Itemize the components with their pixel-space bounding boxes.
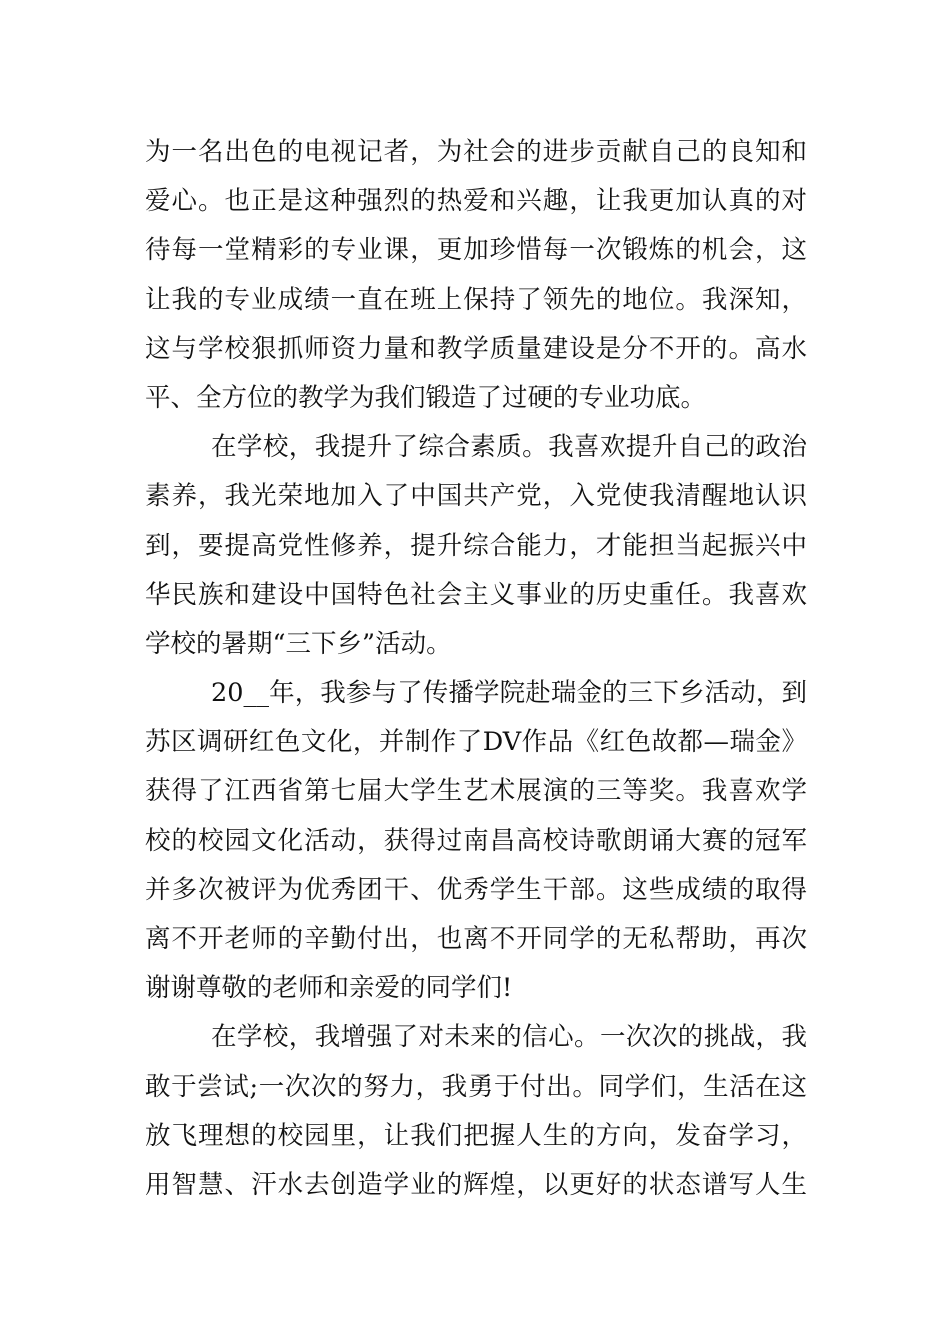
paragraph-start-line: 在学校，我提升了综合素质。我喜欢提升自己的政治 [211, 432, 807, 463]
text-line: 苏区调研红色文化，并制作了DV作品《红色故都—瑞金》 [145, 727, 807, 758]
text-line: 待每一堂精彩的专业课，更加珍惜每一次锻炼的机会，这 [145, 235, 807, 266]
text-line: 华民族和建设中国特色社会主义事业的历史重任。我喜欢 [145, 579, 807, 610]
text-line: 放飞理想的校园里，让我们把握人生的方向，发奋学习， [145, 1120, 807, 1151]
text-line: 并多次被评为优秀团干、优秀学生干部。这些成绩的取得 [145, 874, 807, 905]
paragraph-end-line: 谢谢尊敬的老师和亲爱的同学们! [145, 973, 513, 1004]
text-line: 用智慧、汗水去创造学业的辉煌，以更好的状态谱写人生 [145, 1169, 807, 1200]
text-line: 离不开老师的辛勤付出，也离不开同学的无私帮助，再次 [145, 924, 807, 954]
text-line: 让我的专业成绩一直在班上保持了领先的地位。我深知， [145, 284, 807, 315]
text-line: 素养，我光荣地加入了中国共产党，入党使我清醒地认识 [145, 481, 807, 512]
text-line: 爱心。也正是这种强烈的热爱和兴趣，让我更加认真的对 [145, 186, 807, 217]
text-line: 敢于尝试;一次次的努力，我勇于付出。同学们，生活在这 [145, 1071, 807, 1102]
paragraph-start-line: 20__年，我参与了传播学院赴瑞金的三下乡活动，到 [211, 678, 807, 709]
body-text [145, 128, 807, 1210]
text-line: 校的校园文化活动，获得过南昌高校诗歌朗诵大赛的冠军 [145, 825, 807, 856]
paragraph-start-line: 在学校，我增强了对未来的信心。一次次的挑战，我 [211, 1022, 807, 1053]
text-line: 这与学校狠抓师资力量和教学质量建设是分不开的。高水 [145, 333, 807, 364]
text-line: 为一名出色的电视记者，为社会的进步贡献自己的良知和 [145, 137, 807, 167]
text-line: 获得了江西省第七届大学生艺术展演的三等奖。我喜欢学 [145, 776, 807, 807]
paragraph-end-line: 学校的暑期“三下乡”活动。 [145, 628, 452, 659]
paragraph-end-line: 平、全方位的教学为我们锻造了过硬的专业功底。 [145, 382, 707, 413]
text-line: 到，要提高党性修养，提升综合能力，才能担当起振兴中 [145, 530, 807, 561]
